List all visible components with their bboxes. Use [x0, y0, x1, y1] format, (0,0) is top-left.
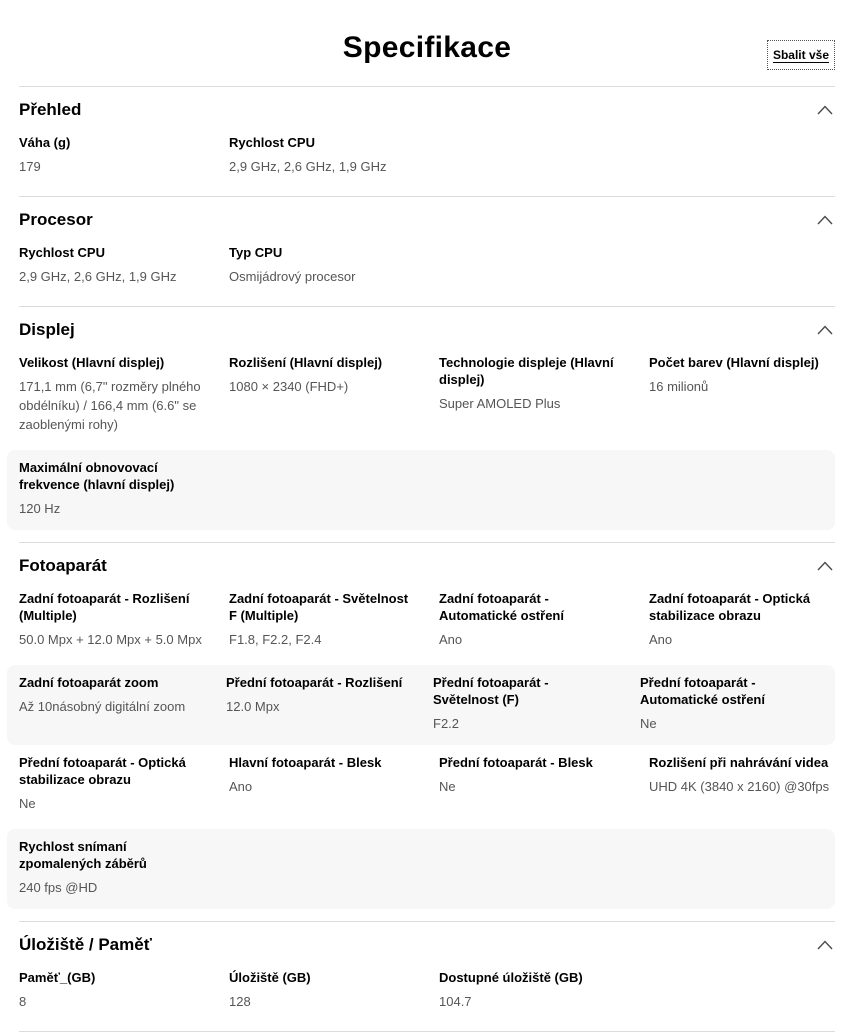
field-value: 12.0 Mpx [226, 699, 280, 714]
chevron-up-icon[interactable] [815, 559, 835, 573]
sections [19, 86, 835, 1032]
page-header [19, 0, 835, 86]
spec-row [19, 964, 835, 1023]
field-label: Přední fotoaparát - Rozlišení [226, 675, 403, 690]
field-value: 104.7 [439, 994, 472, 1009]
field-value: Osmijádrový procesor [229, 269, 356, 284]
spec-row [7, 450, 835, 530]
field-value: Až 10násobný digitální zoom [19, 699, 186, 714]
field-value: F2.2 [433, 716, 460, 731]
chevron-up-icon[interactable] [815, 323, 835, 337]
section-rows [19, 349, 835, 530]
field-label: Počet barev (Hlavní displej) [649, 355, 819, 370]
field-label: Technologie displeje (Hlavní displej) [439, 355, 614, 387]
spec-field [19, 754, 205, 813]
section-header[interactable] [19, 319, 835, 341]
section-header[interactable] [19, 99, 835, 121]
field-label: Rozlišení (Hlavní displej) [229, 355, 383, 370]
section-rows [19, 964, 835, 1023]
field-label: Přední fotoaparát - Světelnost (F) [433, 675, 549, 707]
section-title: Fotoaparát [19, 556, 107, 575]
chevron-up-icon[interactable] [815, 213, 835, 227]
spec-field [439, 969, 625, 1011]
section-title: Displej [19, 320, 75, 339]
spec-field [649, 354, 835, 434]
field-label: Přední fotoaparát - Blesk [439, 755, 593, 770]
chevron-up-icon[interactable] [815, 103, 835, 117]
spec-row [19, 749, 835, 825]
field-value: 1080 × 2340 (FHD+) [229, 379, 349, 394]
spec-field [649, 754, 835, 813]
field-label: Rychlost snímaní zpomalených záběrů [19, 839, 147, 871]
field-value: 16 milionů [649, 379, 709, 394]
spec-field [439, 754, 625, 813]
field-label: Rozlišení při nahrávání videa [649, 755, 829, 770]
page-title: Specifikace [342, 31, 512, 64]
field-label: Dostupné úložiště (GB) [439, 970, 583, 985]
spec-row [19, 349, 835, 446]
field-label: Rychlost CPU [229, 135, 315, 150]
spec-field [229, 134, 415, 176]
section-title: Přehled [19, 100, 82, 119]
spec-field [439, 354, 625, 434]
section-displej [19, 306, 835, 542]
field-value: Super AMOLED Plus [439, 396, 561, 411]
spec-field [19, 459, 202, 518]
spec-row [7, 665, 835, 745]
field-label: Zadní fotoaparát - Optická stabilizace obrazu [649, 591, 811, 623]
spec-field [226, 674, 409, 733]
spec-field [229, 754, 415, 813]
field-value: 171,1 mm (6,7" rozměry plného obdélníku) / 166,4 mm (6.6" se zaoblenými rohy) [19, 379, 201, 432]
field-value: 50.0 Mpx + 12.0 Mpx + 5.0 Mpx [19, 632, 202, 647]
field-label: Zadní fotoaparát - Automatické ostření [439, 591, 564, 623]
field-value: Ano [229, 779, 253, 794]
section-rows [19, 129, 835, 188]
section-uloziste-pamet [19, 921, 835, 1031]
spec-field [19, 590, 205, 649]
field-label: Přední fotoaparát - Optická stabilizace obrazu [19, 755, 186, 787]
section-rows [19, 585, 835, 909]
field-value: Ano [439, 632, 463, 647]
spec-field [433, 674, 616, 733]
field-value: 2,9 GHz, 2,6 GHz, 1,9 GHz [19, 269, 177, 284]
spec-field [649, 590, 835, 649]
spec-field [19, 838, 202, 897]
section-prehled [19, 86, 835, 196]
section-rows [19, 239, 835, 298]
section-header[interactable] [19, 934, 835, 956]
spec-field [439, 590, 625, 649]
chevron-up-icon[interactable] [815, 938, 835, 952]
spec-field [229, 244, 415, 286]
spec-field [229, 590, 415, 649]
field-value: UHD 4K (3840 x 2160) @30fps [649, 779, 830, 794]
field-label: Paměť_(GB) [19, 970, 96, 985]
spec-row [7, 829, 835, 909]
field-label: Rychlost CPU [19, 245, 105, 260]
field-value: 128 [229, 994, 251, 1009]
field-value: F1.8, F2.2, F2.4 [229, 632, 322, 647]
spec-field [19, 244, 205, 286]
field-value: 120 Hz [19, 501, 61, 516]
field-label: Typ CPU [229, 245, 283, 260]
field-label: Zadní fotoaparát - Světelnost F (Multiple) [229, 591, 409, 623]
field-label: Velikost (Hlavní displej) [19, 355, 165, 370]
section-header[interactable] [19, 209, 835, 231]
field-label: Zadní fotoaparát zoom [19, 675, 159, 690]
field-label: Zadní fotoaparát - Rozlišení (Multiple) [19, 591, 190, 623]
spec-field [229, 354, 415, 434]
field-value: Ano [649, 632, 673, 647]
field-label: Hlavní fotoaparát - Blesk [229, 755, 382, 770]
spec-field [640, 674, 823, 733]
spec-field [19, 674, 202, 733]
spec-field [229, 969, 415, 1011]
field-label: Maximální obnovovací frekvence (hlavní displej) [19, 460, 175, 492]
field-value: Ne [640, 716, 657, 731]
section-header[interactable] [19, 555, 835, 577]
field-value: Ne [439, 779, 456, 794]
field-value: 2,9 GHz, 2,6 GHz, 1,9 GHz [229, 159, 387, 174]
spec-field [19, 134, 205, 176]
spec-field [19, 354, 205, 434]
field-value: 8 [19, 994, 27, 1009]
field-value: 179 [19, 159, 41, 174]
section-title: Procesor [19, 210, 93, 229]
spec-row [19, 129, 835, 188]
section-fotoaparat [19, 542, 835, 921]
section-procesor [19, 196, 835, 306]
section-title: Úložiště / Paměť [19, 935, 152, 954]
field-label: Úložiště (GB) [229, 970, 311, 985]
spec-row [19, 585, 835, 661]
spec-row [19, 239, 835, 298]
field-value: 240 fps @HD [19, 880, 98, 895]
field-value: Ne [19, 796, 36, 811]
field-label: Přední fotoaparát - Automatické ostření [640, 675, 765, 707]
field-label: Váha (g) [19, 135, 71, 150]
spec-field [19, 969, 205, 1011]
collapse-all-button[interactable]: Sbalit vše [767, 40, 835, 70]
